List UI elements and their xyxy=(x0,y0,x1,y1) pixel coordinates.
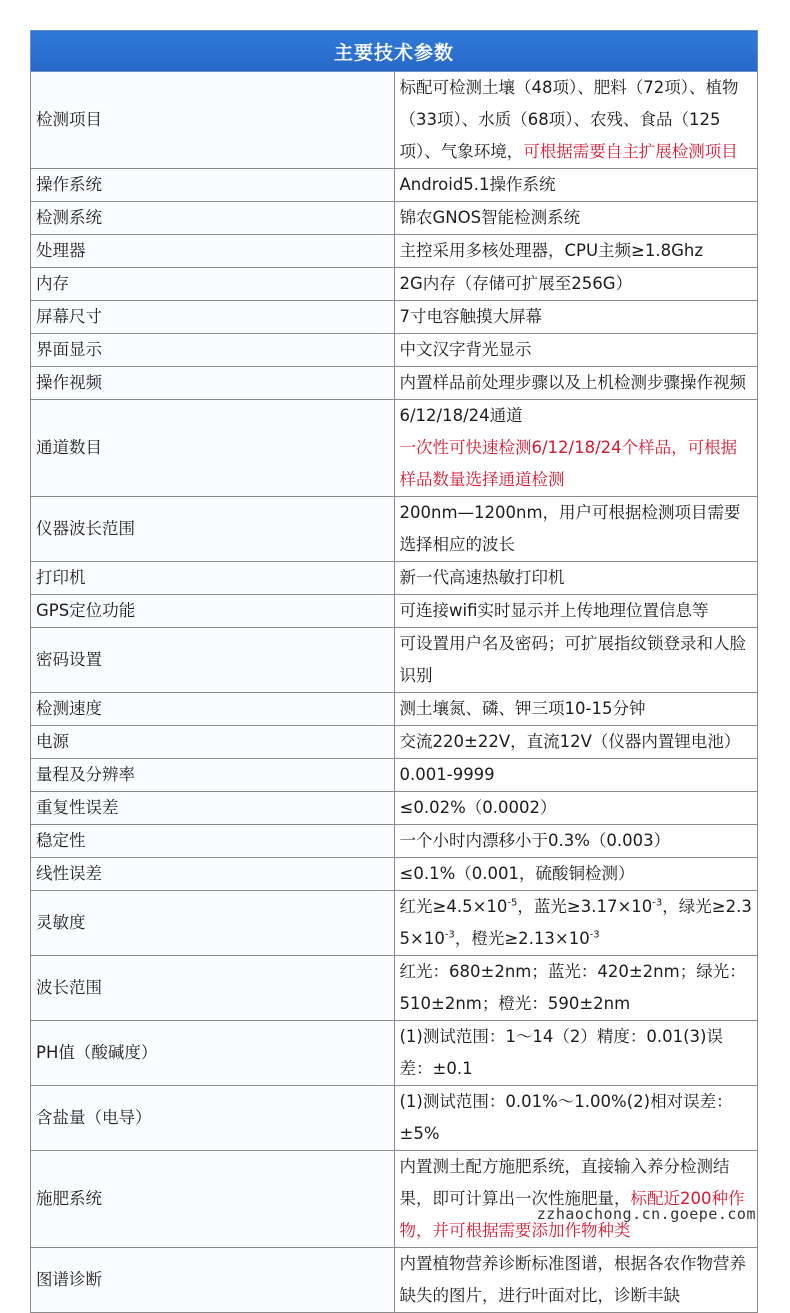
param-value-text: ≤0.02%（0.0002） xyxy=(399,798,557,817)
param-name: 量程及分辨率 xyxy=(31,759,395,792)
param-name: 电源 xyxy=(31,726,395,759)
table-row xyxy=(31,891,758,956)
param-name: 打印机 xyxy=(31,562,395,595)
sensitivity-exponent: -3 xyxy=(589,929,600,941)
table-row xyxy=(31,858,758,891)
param-value-text: 可连接wifi实时显示并上传地理位置信息等 xyxy=(399,601,709,620)
sensitivity-value: 橙光≥2.13×10 xyxy=(471,929,590,948)
param-name: 波长范围 xyxy=(31,956,395,1021)
param-value xyxy=(394,891,758,956)
param-name: 检测速度 xyxy=(31,693,395,726)
param-value-text: 新一代高速热敏打印机 xyxy=(399,568,565,587)
param-value-text: 内置测土配方施肥系统，直接输入养分检测结果，即可计算出一次性施肥量， xyxy=(399,1157,730,1208)
param-value xyxy=(394,1248,758,1313)
param-value xyxy=(394,301,758,334)
sensitivity-exponent: -3 xyxy=(652,897,663,909)
param-value xyxy=(394,235,758,268)
table-row xyxy=(31,562,758,595)
param-value-text: 2G内存（存储可扩展至256G） xyxy=(399,274,633,293)
param-value xyxy=(394,628,758,693)
param-name: 屏幕尺寸 xyxy=(31,301,395,334)
param-name: 稳定性 xyxy=(31,825,395,858)
table-row xyxy=(31,1086,758,1151)
table-row xyxy=(31,1151,758,1248)
param-name: 灵敏度 xyxy=(31,891,395,956)
param-value xyxy=(394,858,758,891)
param-value xyxy=(394,1086,758,1151)
table-row xyxy=(31,693,758,726)
table-row xyxy=(31,497,758,562)
param-value-text: 交流220±22V，直流12V（仪器内置锂电池） xyxy=(399,732,741,751)
param-value xyxy=(394,334,758,367)
table-row xyxy=(31,1248,758,1313)
param-name: 重复性误差 xyxy=(31,792,395,825)
param-value-text: 主控采用多核处理器，CPU主频≥1.8Ghz xyxy=(399,241,704,260)
sensitivity-value: 绿光≥2.35×10 xyxy=(399,897,752,948)
param-value-text: 中文汉字背光显示 xyxy=(399,340,532,359)
param-value xyxy=(394,367,758,400)
table-row xyxy=(31,235,758,268)
param-value-text: 内置样品前处理步骤以及上机检测步骤操作视频 xyxy=(399,373,746,392)
param-value-text: 0.001-9999 xyxy=(399,765,495,784)
param-name: 操作系统 xyxy=(31,169,395,202)
param-value xyxy=(394,1021,758,1086)
table-row xyxy=(31,792,758,825)
param-value-text: (1)测试范围：1～14（2）精度：0.01(3)误差：±0.1 xyxy=(399,1027,723,1078)
param-value-text: Android5.1操作系统 xyxy=(399,175,556,194)
sensitivity-separator: ， xyxy=(454,929,472,948)
param-name: 通道数目 xyxy=(31,400,395,497)
table-row xyxy=(31,301,758,334)
table-row xyxy=(31,72,758,169)
sensitivity-exponent: -5 xyxy=(507,897,518,909)
sensitivity-exponent: -3 xyxy=(444,929,455,941)
highlight-text: 可根据需要自主扩展检测项目 xyxy=(523,142,738,161)
watermark-url: zzhaochong.cn.goepe.com xyxy=(536,1205,756,1223)
param-name: 施肥系统 xyxy=(31,1151,395,1248)
highlight-text: 标配近200种作物，并可根据需要添加作物种类 xyxy=(399,1189,745,1240)
param-name: 内存 xyxy=(31,268,395,301)
table-row xyxy=(31,169,758,202)
table-row xyxy=(31,1021,758,1086)
param-value-text: 内置植物营养诊断标准图谱，根据各农作物营养缺失的图片，进行叶面对比，诊断丰缺 xyxy=(399,1254,746,1305)
param-name: 仪器波长范围 xyxy=(31,497,395,562)
param-name: 密码设置 xyxy=(31,628,395,693)
table-row xyxy=(31,367,758,400)
param-value xyxy=(394,956,758,1021)
param-name: 含盐量（电导） xyxy=(31,1086,395,1151)
param-value-text: 7寸电容触摸大屏幕 xyxy=(399,307,542,326)
param-value xyxy=(394,72,758,169)
param-value-text: (1)测试范围：0.01%～1.00%(2)相对误差：±5% xyxy=(399,1092,733,1143)
param-value-text: 锦农GNOS智能检测系统 xyxy=(399,208,581,227)
table-row xyxy=(31,628,758,693)
sensitivity-value: 红光≥4.5×10 xyxy=(399,897,508,916)
table-row xyxy=(31,595,758,628)
param-value-text: 一个小时内漂移小于0.3%（0.003） xyxy=(399,831,671,850)
param-value-text: ≤0.1%（0.001，硫酸铜检测） xyxy=(399,864,635,883)
table-row xyxy=(31,268,758,301)
param-name: 检测系统 xyxy=(31,202,395,235)
table-title: 主要技术参数 xyxy=(31,31,758,72)
param-value-text: 200nm—1200nm，用户可根据检测项目需要选择相应的波长 xyxy=(399,503,741,554)
sensitivity-value: 蓝光≥3.17×10 xyxy=(533,897,653,916)
param-value xyxy=(394,693,758,726)
param-value xyxy=(394,792,758,825)
param-name: PH值（酸碱度） xyxy=(31,1021,395,1086)
table-row xyxy=(31,759,758,792)
sensitivity-separator: ， xyxy=(517,897,534,916)
param-value xyxy=(394,562,758,595)
param-name: 操作视频 xyxy=(31,367,395,400)
table-row xyxy=(31,956,758,1021)
highlight-text: 一次性可快速检测6/12/18/24个样品，可根据样品数量选择通道检测 xyxy=(399,438,738,489)
spec-table xyxy=(30,30,758,1313)
table-row xyxy=(31,825,758,858)
param-name: 处理器 xyxy=(31,235,395,268)
param-name: 线性误差 xyxy=(31,858,395,891)
param-value xyxy=(394,825,758,858)
param-name: 界面显示 xyxy=(31,334,395,367)
table-row xyxy=(31,400,758,497)
table-row xyxy=(31,726,758,759)
param-value xyxy=(394,1151,758,1248)
param-value xyxy=(394,400,758,497)
param-value xyxy=(394,497,758,562)
param-value-text: 红光：680±2nm；蓝光：420±2nm；绿光：510±2nm；橙光：590±2nm xyxy=(399,962,746,1013)
param-value-text: 6/12/18/24通道 xyxy=(399,406,523,425)
param-name: GPS定位功能 xyxy=(31,595,395,628)
param-value-text: 测土壤氮、磷、钾三项10-15分钟 xyxy=(399,699,646,718)
param-name: 图谱诊断 xyxy=(31,1248,395,1313)
param-name: 检测项目 xyxy=(31,72,395,169)
param-value xyxy=(394,169,758,202)
param-value xyxy=(394,759,758,792)
param-value xyxy=(394,268,758,301)
param-value xyxy=(394,726,758,759)
param-value-text: 可设置用户名及密码；可扩展指纹锁登录和人脸识别 xyxy=(399,634,746,685)
param-value xyxy=(394,595,758,628)
table-row xyxy=(31,334,758,367)
sensitivity-separator: ， xyxy=(662,897,679,916)
param-value-text: 标配可检测土壤（48项）、肥料（72项）、植物（33项）、水质（68项）、农残、食品（125项）、气象环境， xyxy=(399,78,739,161)
param-value xyxy=(394,202,758,235)
table-row xyxy=(31,202,758,235)
